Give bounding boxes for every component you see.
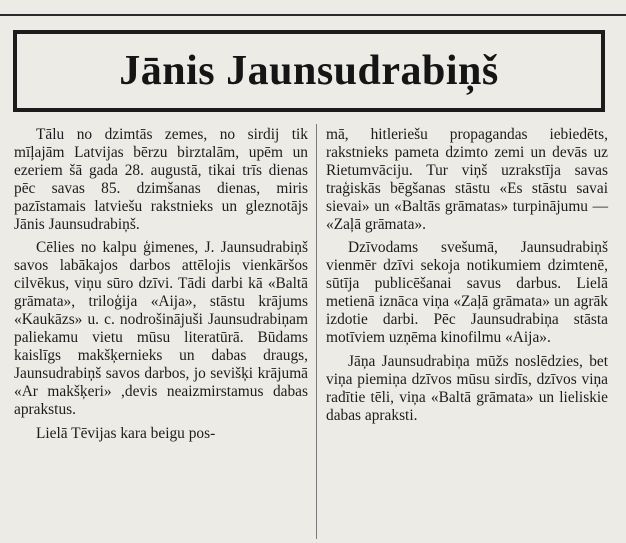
paragraph: Lielā Tēvijas kara beigu pos- <box>36 424 216 442</box>
article-column-right <box>326 126 608 431</box>
article-column-left <box>14 126 308 448</box>
column-divider <box>316 124 317 539</box>
paragraph: Dzīvodams svešumā, Jaunsudrabiņš vienmēr dzīvi sekoja notikumiem dzimtenē, sūtīja publicēšanai savus darbus. Lielā metienā iznāca viņa «Zaļā grāmata» un agrāk izdotie darbi. Pēc Jaunsudrabiņa stāsta motīviem uzņēma kinofilmu «Aija». <box>326 239 608 346</box>
paragraph: Tālu no dzimtās zemes, no sirdij tik mīļajām Latvijas bērzu birztalām, upēm un ezeriem šā gada 28. augustā, tikai trīs dienas pēc savas 85. dzimšanas dienas, miris pazīstamais latviešu rakstnieks un gleznotājs Jānis Jaunsudrabiņš. <box>14 126 308 233</box>
paragraph: Jāņa Jaunsudrabiņa mūžs noslēdzies, bet viņa piemiņa dzīvos mūsu sirdīs, dzīvos viņa radītie tēli, viņa «Baltā grāmata» un lieliskie dabas apraksti. <box>326 352 608 424</box>
headline: Jānis Jaunsudrabiņš <box>119 48 499 94</box>
paragraph: Cēlies no kalpu ģimenes, J. Jaunsudrabiņš savos labākajos darbos attēlojis vienkāršos cilvēkus, viņu sūro dzīvi. Tādi darbi kā «Baltā grāmata», triloģija «Aija», stāstu krājums «Kaukāzs» u. c. nodrošinājuši Jaunsudrabiņam paliekamu vietu mūsu literatūrā. Būdams kaislīgs makšķernieks un dabas draugs, Jaunsudrabiņš savos darbos, jo sevišķi krājumā «Ar makšķeri» ,devis neaizmirstamus dabas aprakstus. <box>14 239 308 418</box>
headline-box <box>13 30 605 112</box>
paragraph: mā, hitleriešu propagandas iebiedēts, rakstnieks pameta dzimto zemi un devās uz Rietumvāciju. Tur viņš uzrakstīja savas traģiskās bēgšanas stāstu «Es stāstu savai sievai» un «Baltās grāmatas» turpinājumu — «Zaļā grāmata». <box>326 126 608 233</box>
top-rule <box>0 14 626 16</box>
